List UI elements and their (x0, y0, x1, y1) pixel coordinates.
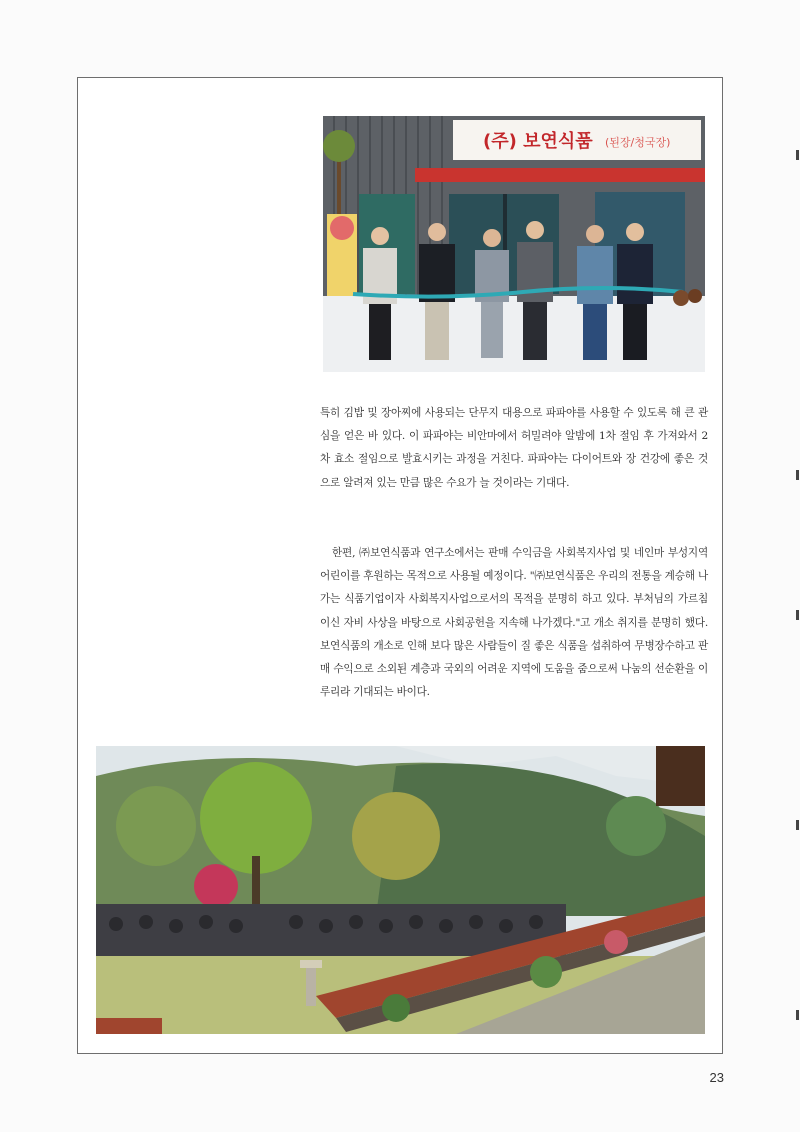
store-sign-subtext: (된장/청국장) (605, 136, 671, 149)
onggi-jar-garden-photo (96, 746, 705, 1034)
edge-mark (796, 610, 799, 620)
article-paragraph-1: 특히 김밥 및 장아찌에 사용되는 단무지 대용으로 파파야를 사용할 수 있도록 해 큰 관심을 얻은 바 있다. 이 파파야는 비안마에서 허밀려야 알밤에 1차 절임 후 가져와서 2차 효소 절임으로 발효시키는 과정을 거친다. 파파야는 다이어트와 장 건강에 좋은 것으로 알려져 있는 만큼 많은 수요가 늘 것이라는 기대다. (320, 407, 708, 489)
page-number: 23 (709, 1070, 724, 1085)
edge-mark (796, 150, 799, 160)
edge-mark (796, 820, 799, 830)
edge-mark (796, 1010, 799, 1020)
article-paragraph-2: 한편, ㈜보연식품과 연구소에서는 판매 수익금을 사회복지사업 및 네인마 부성지역 어린이를 후원하는 목적으로 사용될 예정이다. "㈜보연식품은 우리의 전통을 계승해 나가는 식품기업이자 사회복지사업으로서의 목적을 분명히 하고 있다. 부처님의 가르침이신 자비 사상을 바탕으로 사회공헌을 지속해 나가겠다."고 개소 취지를 분명히 했다. 보연식품의 개소로 인해 보다 많은 사람들이 질 좋은 식품을 섭취하여 무병장수하고 판매 수익으로 소외된 계층과 국외의 어려운 지역에 도움을 줌으로써 나눔의 선순환을 이루리라 기대되는 바이다. (320, 547, 708, 699)
edge-mark (796, 470, 799, 480)
store-sign-text: (주) 보연식품 (483, 131, 593, 152)
ribbon-cutting-photo (323, 116, 705, 372)
